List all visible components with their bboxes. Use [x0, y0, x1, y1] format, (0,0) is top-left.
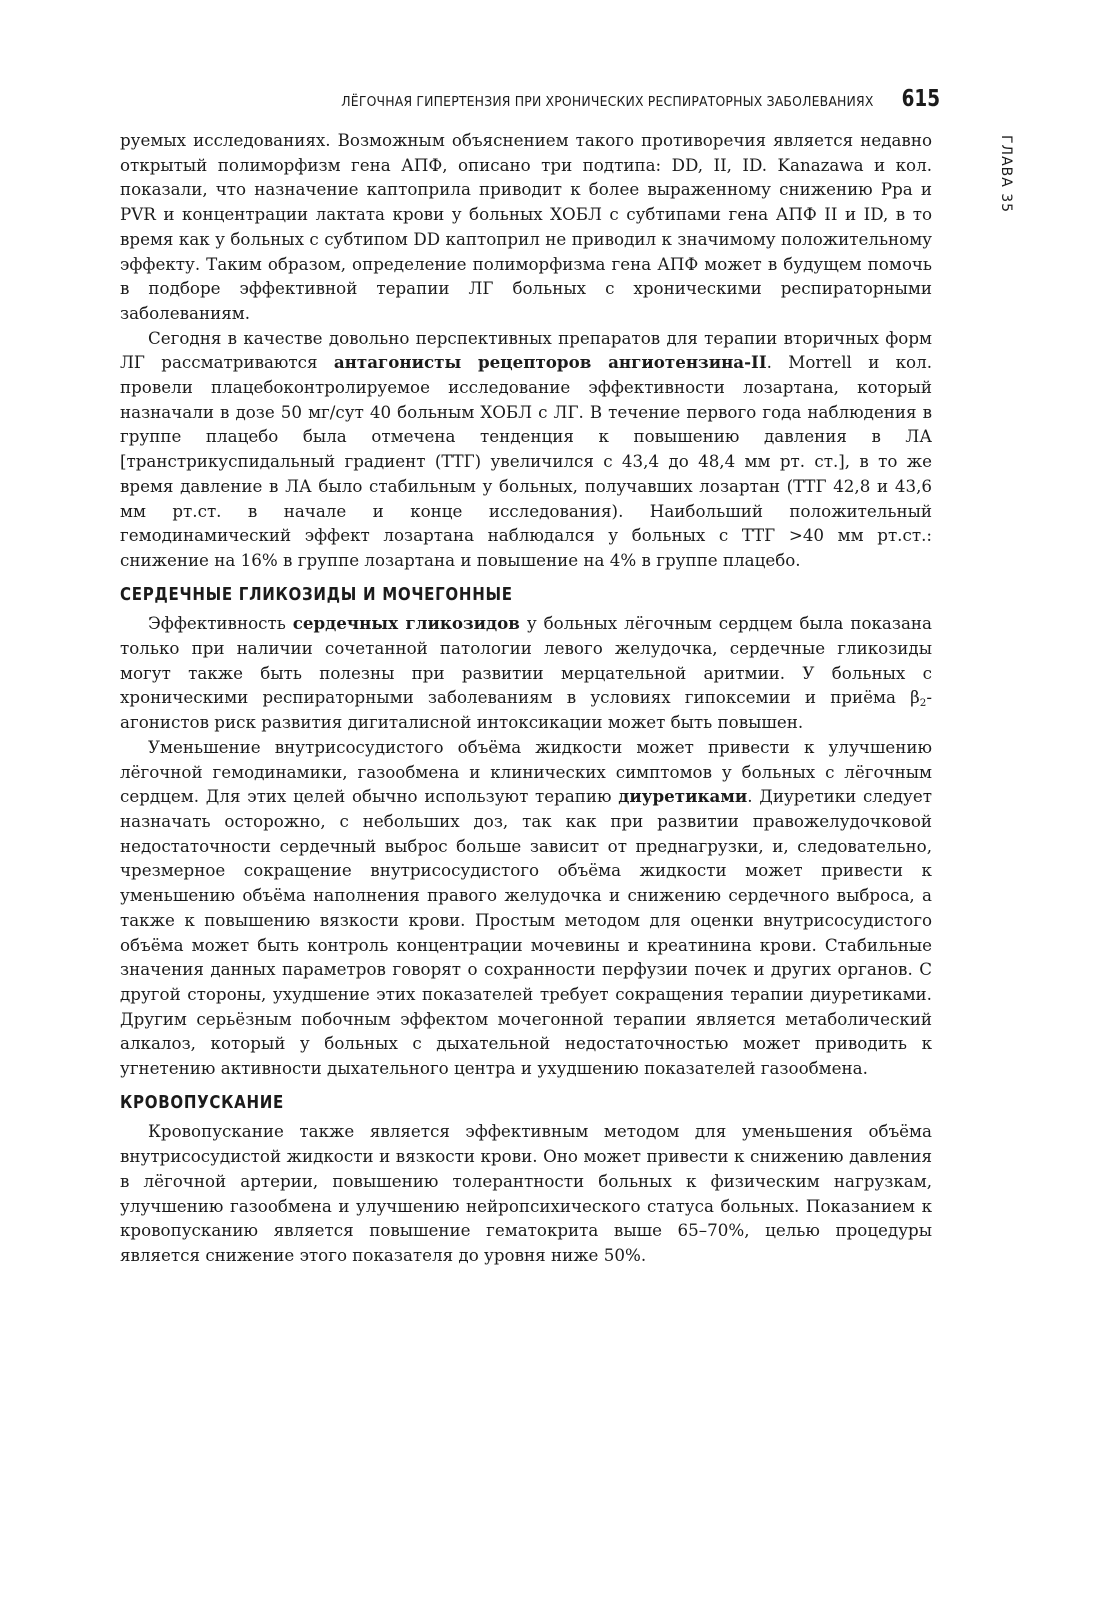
chapter-side-label: ГЛАВА 35	[998, 135, 1014, 214]
paragraph-text: руемых исследованиях. Возможным объяснением такого противоречия является недавно открытый полиморфизм гена АПФ, описано три подтипа: DD, II, ID. Kanazawa и кол. показали, что назначение каптоприла приводит к более выраженному снижению Ppa и PVR и концентрации лактата крови у больных ХОБЛ с субтипами гена АПФ II и ID, в то время как у больных с субтипом DD каптоприл не приводил к значимому положительному эффекту. Таким образом, определение полиморфизма гена АПФ может в будущем помочь в подборе эффективной терапии ЛГ больных с хроническими респираторными заболеваниям.	[120, 130, 932, 323]
paragraph-polymorphism	[120, 128, 932, 326]
section-heading-glycosides: СЕРДЕЧНЫЕ ГЛИКОЗИДЫ И МОЧЕГОННЫЕ	[120, 584, 513, 605]
paragraph-text: у больных лёгочным сердцем была показана только при наличии сочетанной патологии левого желудочка, сердечные гликозиды могут также быть полезны при развитии мерцательной аритмии. У больных с хроническими респираторными заболеваниям в условиях гипоксемии и приёма β	[120, 613, 932, 708]
running-header	[120, 86, 940, 122]
body-text	[120, 128, 932, 1268]
page-number: 615	[901, 86, 940, 112]
paragraph-text: Сегодня в качестве довольно перспективных препаратов для терапии вторичных форм ЛГ рассматриваются	[120, 327, 932, 373]
bold-term: сердечных гликозидов	[292, 613, 520, 634]
running-title: ЛЁГОЧНАЯ ГИПЕРТЕНЗИЯ ПРИ ХРОНИЧЕСКИХ РЕСПИРАТОРНЫХ ЗАБОЛЕВАНИЯХ	[341, 94, 874, 110]
paragraph-text: . Morrell и кол. провели плацебоконтролируемое исследование эффективности лозартана, который назначали в дозе 50 мг/сут 40 больным ХОБЛ с ЛГ. В течение первого года наблюдения в группе плацебо была отмечена тенденция к повышению давления в ЛА [транстрикуспидальный градиент (ТТГ) увеличился с 43,4 до 48,4 мм рт. ст.], в то же время давление в ЛА было стабильным у больных, получавших лозартан (ТТГ 42,8 и 43,6 мм рт.ст. в начале и конце исследования). Наибольший положительный гемодинамический эффект лозартана наблюдался у больных с ТТГ >40 мм рт.ст.: снижение на 16% в группе лозартана и повышение на 4% в группе плацебо.	[120, 352, 933, 570]
paragraph-diuretics	[120, 735, 932, 1081]
paragraph-text: Кровопускание также является эффективным методом для уменьшения объёма внутрисосудистой жидкости и вязкости крови. Оно может привести к снижению давления в лёгочной артерии, повышению толерантности больных к физическим нагрузкам, улучшению газообмена и улучшению нейропсихического статуса больных. Показанием к кровопусканию является повышение гематокрита выше 65–70%, целью процедуры является снижение этого показателя до уровня ниже 50%.	[120, 1121, 932, 1265]
bold-term: диуретиками	[618, 786, 748, 807]
paragraph-text: -агонистов риск развития дигиталисной интоксикации может быть повышен.	[120, 687, 932, 733]
subscript: 2	[919, 697, 927, 710]
paragraph-text: . Диуретики следует назначать осторожно, с небольших доз, так как при развитии правожелудочковой недостаточности сердечный выброс больше зависит от преднагрузки, и, следовательно, чрезмерное сокращение внутрисосудистого объёма жидкости может привести к уменьшению объёма наполнения правого желудочка и снижению сердечного выброса, а также к повышению вязкости крови. Простым методом для оценки внутрисосудистого объёма может быть контроль концентрации мочевины и креатинина крови. Стабильные значения данных параметров говорят о сохранности перфузии почек и других органов. С другой стороны, ухудшение этих показателей требует сокращения терапии диуретиками. Другим серьёзным побочным эффектом мочегонной терапии является метаболический алкалоз, который у больных с дыхательной недостаточностью может приводить к угнетению активности дыхательного центра и ухудшению показателей газообмена.	[120, 786, 932, 1079]
bold-term: антагонисты рецепторов ангиотензина-II	[333, 352, 767, 373]
paragraph-text: Уменьшение внутрисосудистого объёма жидкости может привести к улучшению лёгочной гемодинамики, газообмена и клинических симптомов у больных с лёгочным сердцем. Для этих целей обычно используют терапию	[120, 736, 932, 807]
paragraph-glycosides	[120, 611, 932, 735]
section-heading-bloodletting: КРОВОПУСКАНИЕ	[120, 1092, 285, 1113]
paragraph-angiotensin	[120, 326, 932, 573]
paragraph-text: Эффективность	[148, 613, 293, 634]
paragraph-bloodletting	[120, 1119, 932, 1267]
